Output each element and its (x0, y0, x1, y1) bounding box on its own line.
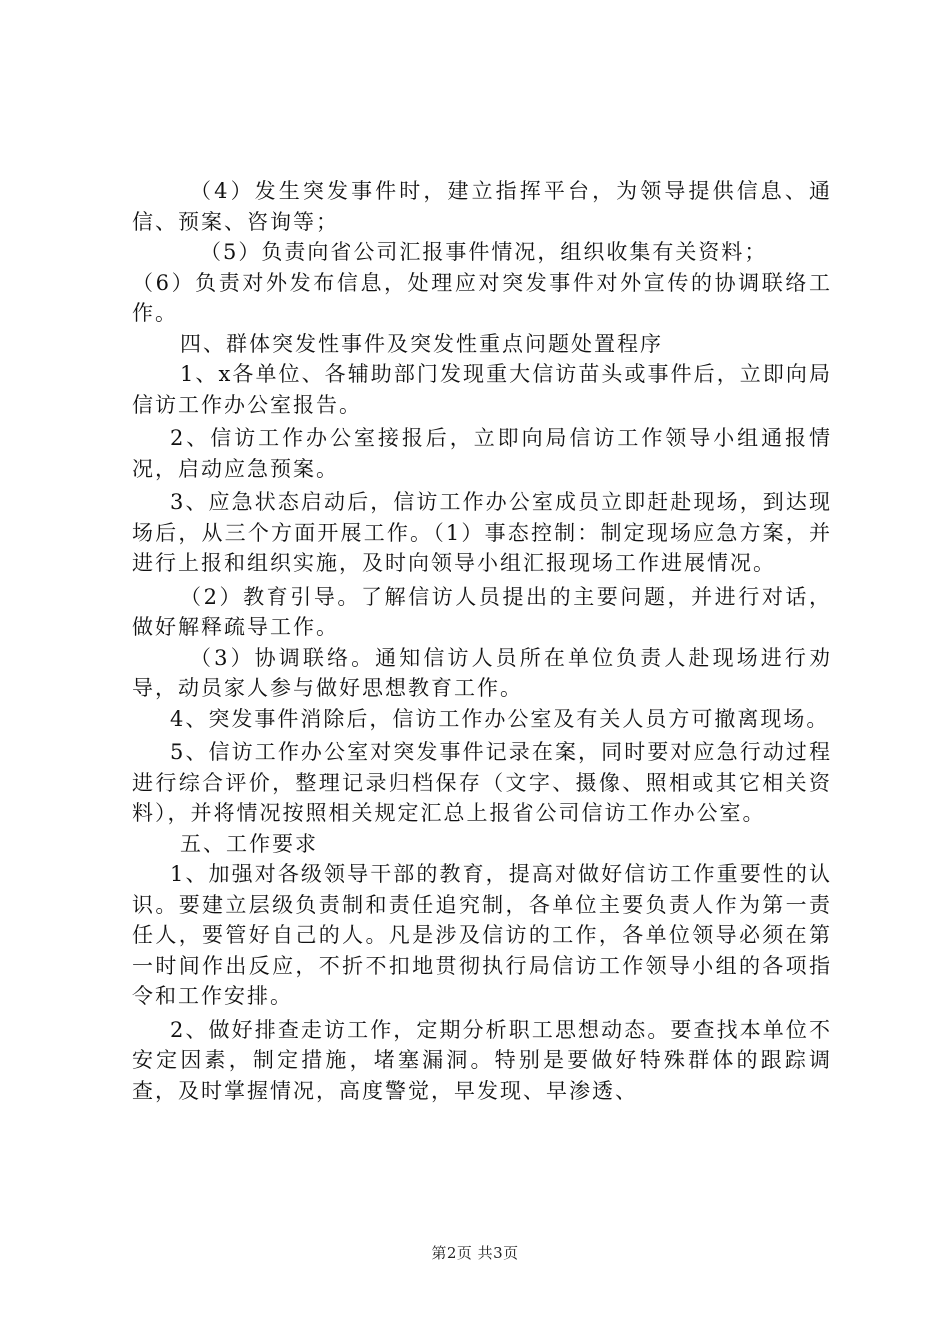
procedure-item-1: 1、x各单位、各辅助部门发现重大信访苗头或事件后，立即向局信访工作办公室报告。 (132, 362, 832, 417)
procedure-item-3: 3、应急状态启动后，信访工作办公室成员立即赶赴现场，到达现场后，从三个方面开展工作。（1）事态控制：制定现场应急方案，并进行上报和组织实施，及时向领导小组汇报现场工作进展情况。 (132, 490, 832, 575)
procedure-item-5: 5、信访工作办公室对突发事件记录在案，同时要对应急行动过程进行综合评价，整理记录归档保存（文字、摄像、照相或其它相关资料），并将情况按照相关规定汇总上报省公司信访工作办公室。 (132, 740, 832, 825)
page-number-footer: 第2页 共3页 (431, 1244, 519, 1262)
requirement-item-2: 2、做好排查走访工作，定期分析职工思想动态。要查找本单位不安定因素，制定措施，堵塞漏洞。特别是要做好特殊群体的跟踪调查，及时掌握情况，高度警觉，早发现、早渗透、 (132, 1017, 832, 1103)
procedure-item-2: 2、信访工作办公室接报后，立即向局信访工作领导小组通报情况，启动应急预案。 (132, 426, 832, 481)
procedure-item-3-sub-2: （2）教育引导。了解信访人员提出的主要问题，并进行对话，做好解释疏导工作。 (132, 584, 832, 639)
paragraph-6-publish-info: （6）负责对外发布信息，处理应对突发事件对外宣传的协调联络工作。 (132, 270, 832, 325)
section-heading-four: 四、群体突发性事件及突发性重点问题处置程序 (180, 331, 663, 356)
procedure-item-3-sub-3: （3）协调联络。通知信访人员所在单位负责人赴现场进行劝导，动员家人参与做好思想教育工作。 (132, 645, 832, 700)
document-body (132, 176, 832, 1106)
procedure-item-4: 4、突发事件消除后，信访工作办公室及有关人员方可撤离现场。 (170, 706, 830, 731)
paragraph-5-report-province: （5）负责向省公司汇报事件情况，组织收集有关资料； (200, 240, 768, 264)
paragraph-4-command-platform: （4）发生突发事件时，建立指挥平台，为领导提供信息、通信、预案、咨询等； (132, 179, 832, 234)
section-heading-five: 五、工作要求 (180, 831, 318, 856)
requirement-item-1: 1、加强对各级领导干部的教育，提高对做好信访工作重要性的认识。要建立层级负责制和责任追究制，各单位主要负责人作为第一责任人，要管好自己的人。凡是涉及信访的工作，各单位领导必须在第一时间作出反应，不折不扣地贯彻执行局信访工作领导小组的各项指令和工作安排。 (132, 862, 832, 1008)
